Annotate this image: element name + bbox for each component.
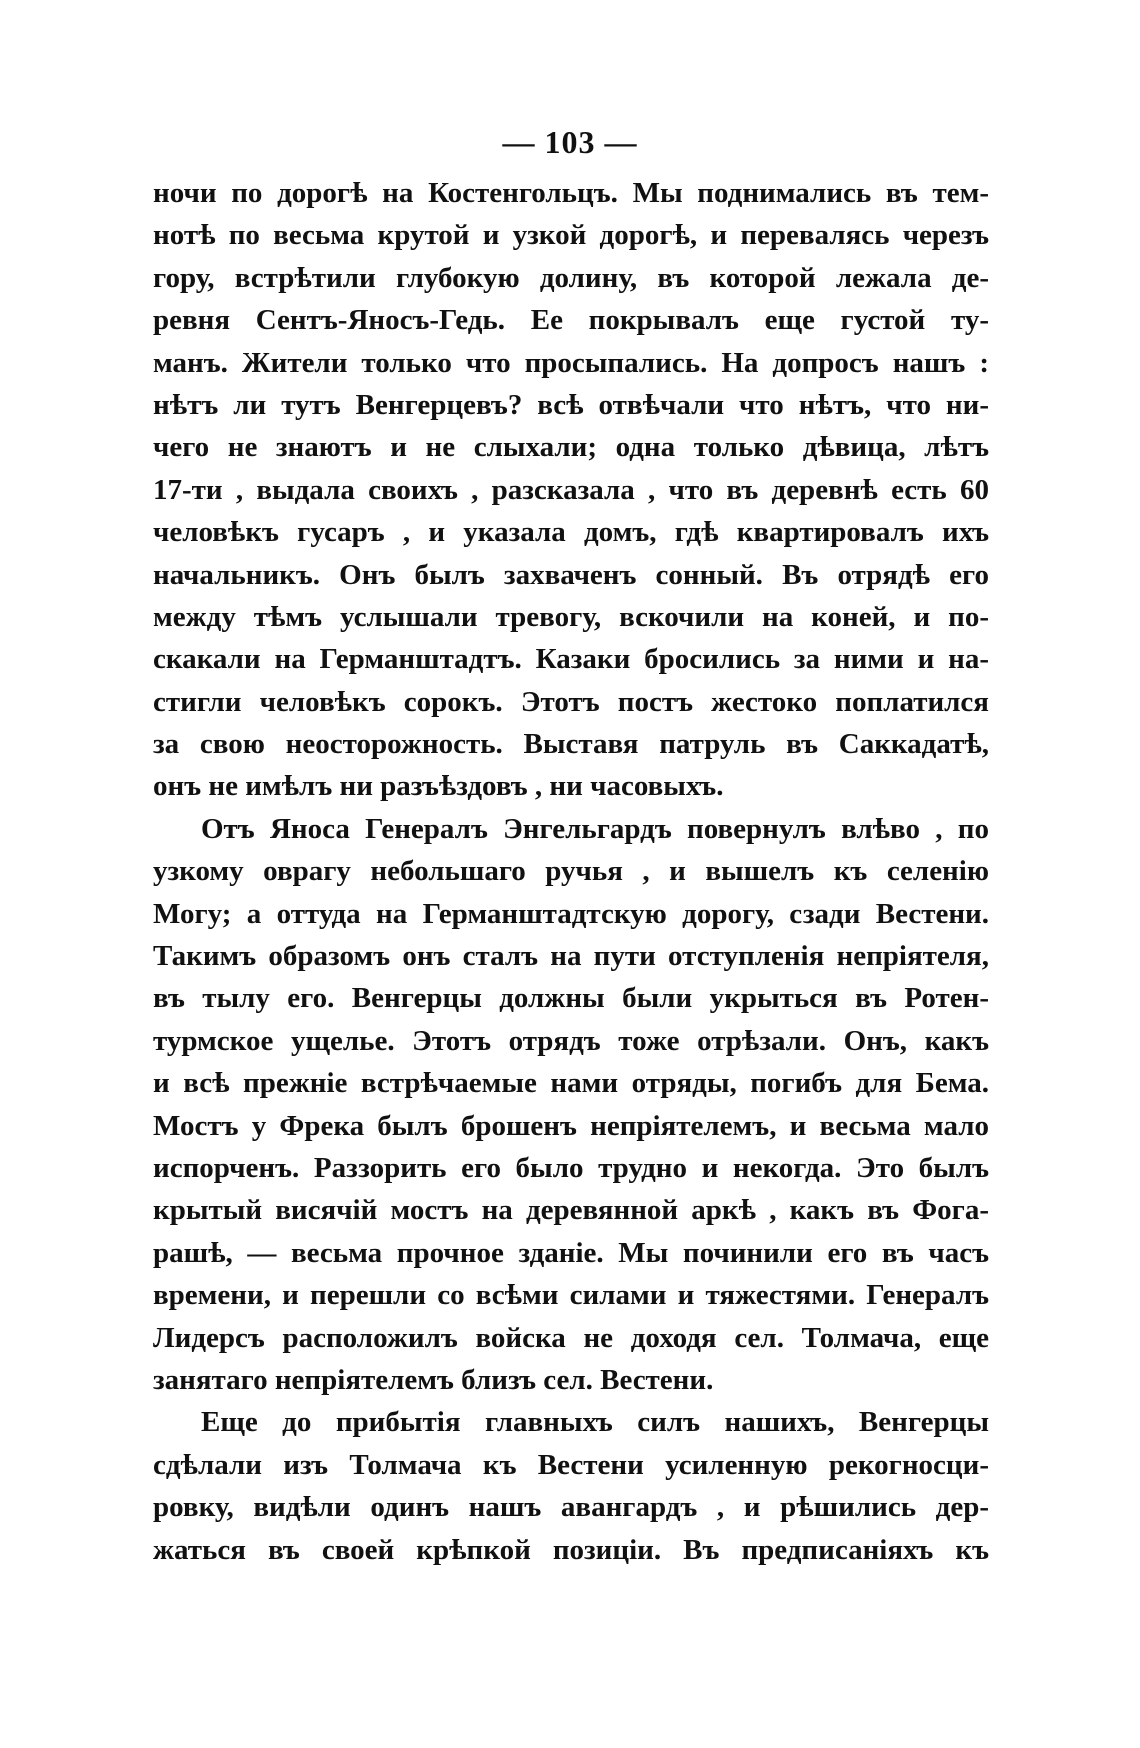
text-line: времени, и перешли со всѣми силами и тяжестями. Генералъ [153,1279,989,1312]
text-line: ночи по дорогѣ на Костенгольцъ. Мы поднимались въ тем- [153,177,989,209]
text-line: Еще до прибытія главныхъ силъ нашихъ, Венгерцы [201,1406,989,1439]
paragraph-2 [153,808,989,1401]
text-line: человѣкъ гусаръ , и указала домъ, гдѣ квартировалъ ихъ [153,516,989,549]
text-line: нотѣ по весьма крутой и узкой дорогѣ, и перевалясь черезъ [153,219,989,252]
text-line: гору, встрѣтили глубокую долину, въ которой лежала де- [153,261,989,294]
text-line: испорченъ. Раззорить его было трудно и некогда. Это былъ [153,1151,989,1184]
text-line: между тѣмъ услышали тревогу, вскочили на коней, и по- [153,600,989,633]
body-text [153,172,989,1571]
text-line: Лидерсъ расположилъ войска не доходя сел. Толмача, еще [153,1321,989,1354]
paragraph-3 [153,1401,989,1571]
page-number: — 103 — [502,124,638,160]
text-line: нѣтъ ли тутъ Венгерцевъ? всѣ отвѣчали что нѣтъ, что ни- [153,388,989,421]
text-line: чего не знаютъ и не слыхали; одна только дѣвица, лѣтъ [153,431,989,464]
text-line: манъ. Жители только что просыпались. На допросъ нашъ : [153,346,989,379]
text-line: ревня Сентъ-Яносъ-Гедь. Ее покрывалъ еще густой ту- [153,304,989,337]
text-line: въ тылу его. Венгерцы должны были укрыться въ Ротен- [153,982,989,1015]
text-line: Такимъ образомъ онъ сталъ на пути отступленія непріятеля, [153,940,989,973]
text-line: стигли человѣкъ сорокъ. Этотъ постъ жестоко поплатился [153,685,989,718]
text-line: ровку, видѣли одинъ нашъ авангардъ , и рѣшились дер- [153,1491,989,1524]
text-line: 17-ти , выдала своихъ , разсказала , что въ деревнѣ есть 60 [153,473,989,506]
text-line: и всѣ прежніе встрѣчаемые нами отряды, погибъ для Бема. [153,1067,989,1100]
text-line: занятаго непріятелемъ близъ сел. Вестени. [153,1363,714,1396]
text-line: за свою неосторожность. Выставя патруль въ Саккадатѣ, [153,728,989,761]
text-line: крытый висячій мостъ на деревянной аркѣ , какъ въ Фога- [153,1194,989,1227]
text-line: узкому оврагу небольшаго ручья , и вышелъ къ селенію [153,855,989,888]
text-line: Могу; а оттуда на Германштадтскую дорогу, сзади Вестени. [153,897,989,930]
text-line: турмское ущелье. Этотъ отрядъ тоже отрѣзали. Онъ, какъ [153,1024,989,1057]
text-line: Отъ Яноса Генералъ Энгельгардъ повернулъ влѣво , по [201,812,989,845]
text-line: Мостъ у Фрека былъ брошенъ непріятелемъ, и весьма мало [153,1109,989,1142]
paragraph-1 [153,172,989,808]
text-line: сдѣлали изъ Толмача къ Вестени усиленную рекогносци- [153,1448,989,1481]
text-line: скакали на Германштадтъ. Казаки бросились за ними и на- [153,643,989,676]
text-line: онъ не имѣлъ ни разъѣздовъ , ни часовыхъ. [153,770,724,803]
text-line: начальникъ. Онъ былъ захваченъ сонный. Въ отрядѣ его [153,558,989,591]
text-line: рашѣ, — весьма прочное зданіе. Мы починили его въ часъ [153,1236,989,1269]
text-line: жаться въ своей крѣпкой позиціи. Въ предписаніяхъ къ [153,1533,989,1566]
